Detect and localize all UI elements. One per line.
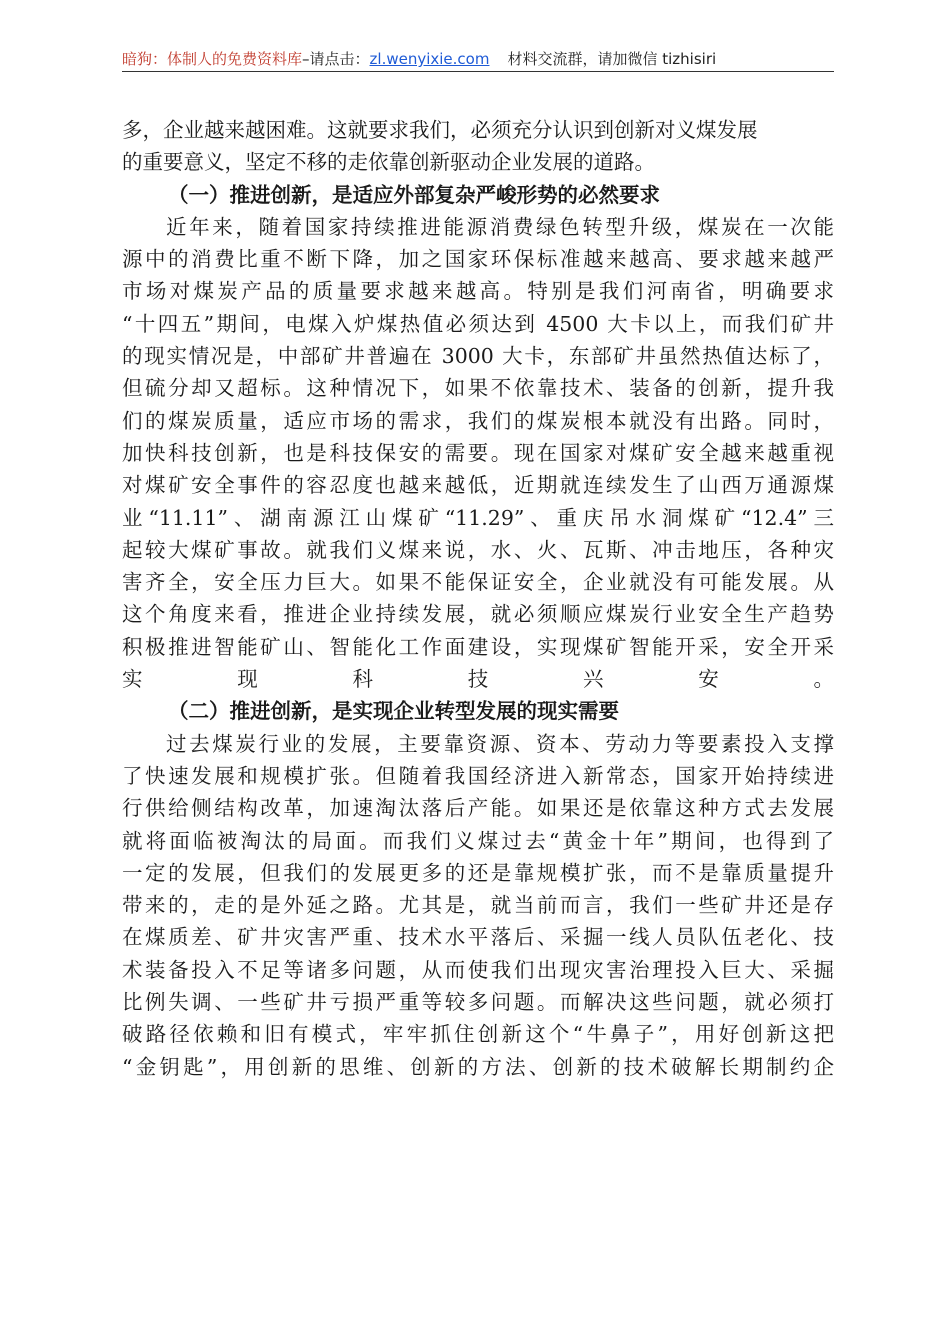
text-line: 术装备投入不足等诸多问题，从而使我们出现灾害治理投入巨大、采掘 xyxy=(122,957,834,982)
text-line: 加快科技创新，也是科技保安的需要。现在国家对煤矿安全越来越重视 xyxy=(122,440,834,465)
text-line: 积极推进智能矿山、智能化工作面建设，实现煤矿智能开采，安全开采 xyxy=(122,634,834,659)
text-line: 源中的消费比重不断下降，加之国家环保标准越来越高、要求越来越严 xyxy=(122,247,834,272)
text-line: “金钥匙”，用创新的思维、创新的方法、创新的技术破解长期制约企 xyxy=(122,1054,834,1079)
header-divider xyxy=(122,71,834,72)
text-line: 市场对煤炭产品的质量要求越来越高。特别是我们河南省，明确要求 xyxy=(122,279,834,304)
text-line: 起较大煤矿事故。就我们义煤来说，水、火、瓦斯、冲击地压，各种灾 xyxy=(122,537,834,562)
header-link[interactable]: zl.wenyixie.com xyxy=(369,50,490,68)
text-line: 过去煤炭行业的发展，主要靠资源、资本、劳动力等要素投入支撑 xyxy=(166,731,834,756)
text-line: 的现实情况是，中部矿井普遍在 3000 大卡，东部矿井虽然热值达标了， xyxy=(122,344,834,369)
header-prompt: –请点击： xyxy=(302,50,370,68)
text-line: 了快速发展和规模扩张。但随着我国经济进入新常态，国家开始持续进 xyxy=(122,763,834,788)
text-line: 的重要意义，坚定不移的走依靠创新驱动企业发展的道路。 xyxy=(122,150,655,175)
document-body xyxy=(122,114,834,1083)
section-heading-2: （二）推进创新，是实现企业转型发展的现实需要 xyxy=(168,699,619,724)
text-line: 比例失调、一些矿井亏损严重等较多问题。而解决这些问题，就必须打 xyxy=(122,990,834,1015)
text-line: 们的煤炭质量，适应市场的需求，我们的煤炭根本就没有出路。同时， xyxy=(122,408,834,433)
text-line: 近年来，随着国家持续推进能源消费绿色转型升级，煤炭在一次能 xyxy=(166,214,834,239)
text-line: 害齐全，安全压力巨大。如果不能保证安全，企业就没有可能发展。从 xyxy=(122,570,834,595)
header-brand: 暗狗：体制人的免费资料库 xyxy=(122,50,303,68)
paragraph-2 xyxy=(122,728,834,1083)
text-line: 在煤质差、矿井灾害严重、技术水平落后、采掘一线人员队伍老化、技 xyxy=(122,925,834,950)
page-header xyxy=(122,48,834,72)
text-line: 多，企业越来越困难。这就要求我们，必须充分认识到创新对义煤发展 xyxy=(122,118,758,142)
text-line: 实现科技兴安。 xyxy=(122,667,834,692)
text-line: 行供给侧结构改革，加速淘汰落后产能。如果还是依靠这种方式去发展 xyxy=(122,796,834,821)
section-heading-1: （一）推进创新，是适应外部复杂严峻形势的必然要求 xyxy=(168,182,660,207)
text-line: 就将面临被淘汰的局面。而我们义煤过去“黄金十年”期间，也得到了 xyxy=(122,828,834,853)
paragraph-1 xyxy=(122,211,834,695)
text-line: 业“11.11”、湖南源江山煤矿“11.29”、重庆吊水洞煤矿“12.4”三 xyxy=(122,505,834,530)
header-wechat: 材料交流群，请加微信 tizhisiri xyxy=(507,50,717,68)
intro-paragraph xyxy=(122,114,834,179)
text-line: 破路径依赖和旧有模式，牢牢抓住创新这个“牛鼻子”，用好创新这把 xyxy=(122,1022,834,1047)
text-line: 对煤矿安全事件的容忍度也越来越低，近期就连续发生了山西万通源煤 xyxy=(122,473,834,498)
text-line: 但硫分却又超标。这种情况下，如果不依靠技术、装备的创新，提升我 xyxy=(122,376,834,401)
text-line: “十四五”期间，电煤入炉煤热值必须达到 4500 大卡以上，而我们矿井 xyxy=(122,311,834,336)
text-line: 带来的，走的是外延之路。尤其是，就当前而言，我们一些矿井还是存 xyxy=(122,893,834,918)
text-line: 一定的发展，但我们的发展更多的还是靠规模扩张，而不是靠质量提升 xyxy=(122,860,834,885)
text-line: 这个角度来看，推进企业持续发展，就必须顺应煤炭行业安全生产趋势 xyxy=(122,602,834,627)
